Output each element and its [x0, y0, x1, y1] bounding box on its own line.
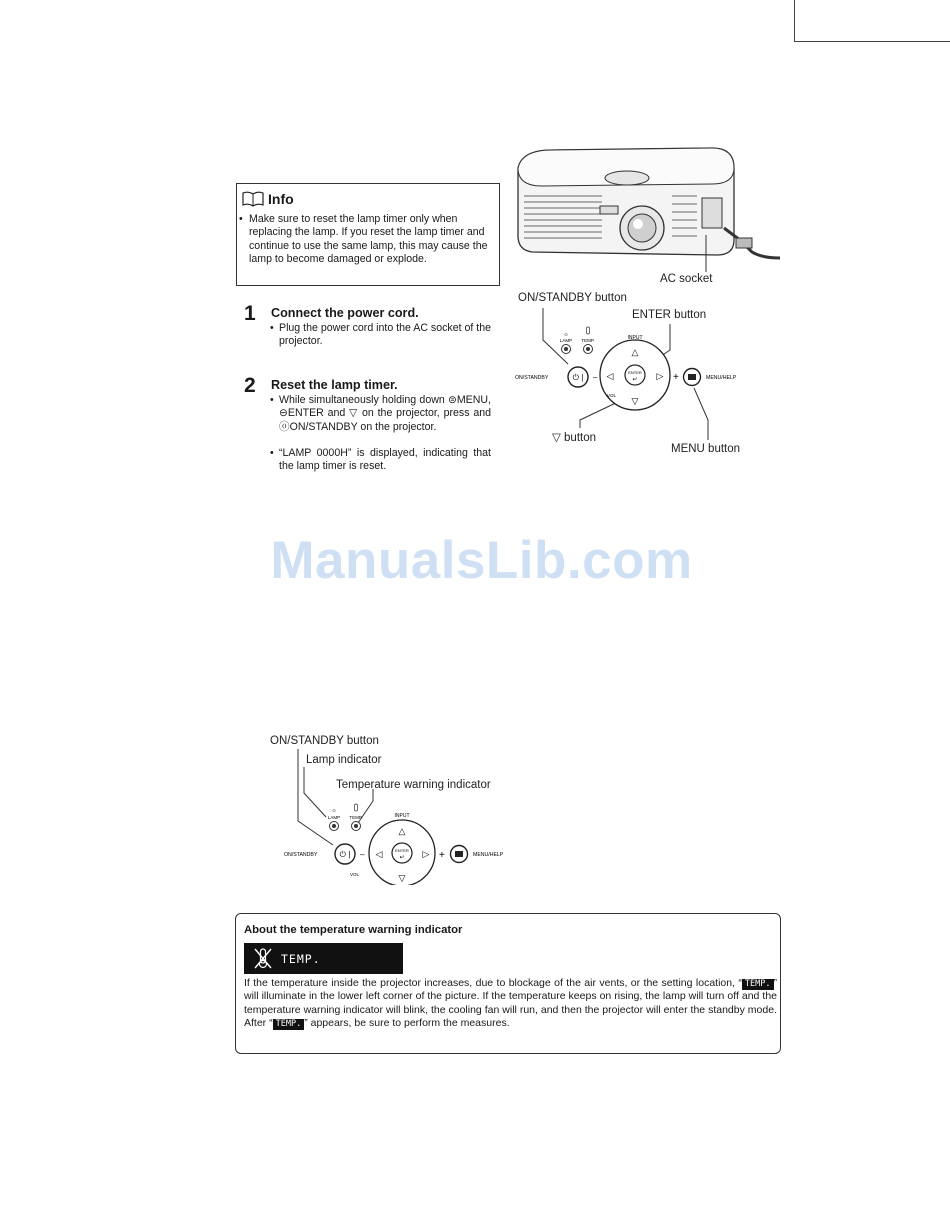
right-arrow-icon[interactable]: ▷ [656, 371, 664, 381]
menu-button[interactable] [451, 846, 468, 863]
menu-help-label: MENU/HELP [473, 852, 504, 858]
input-label: INPUT [627, 335, 643, 341]
temp-chip-2: TEMP. [273, 1019, 305, 1030]
temp-label: TEMP. [349, 815, 363, 820]
on-standby-label: ON/STANDBY [515, 375, 549, 381]
callout-on-standby-bottom: ON/STANDBY button [270, 735, 379, 747]
info-text [239, 213, 501, 266]
step-1-text [270, 322, 491, 349]
bullet-mark: • [270, 322, 274, 334]
temp-osd-bar [244, 943, 403, 974]
svg-text:☼: ☼ [563, 332, 569, 338]
menu-help-label: MENU/HELP [706, 375, 737, 381]
callout-lamp-indicator: Lamp indicator [306, 754, 382, 766]
info-body: Make sure to reset the lamp timer only when replacing the lamp. If you reset the lamp timer and continue to use the same lamp, this may cause the lamp to become damaged or explode. [249, 213, 488, 265]
enter-button[interactable] [392, 843, 412, 863]
info-header [242, 191, 294, 207]
step-2-bullet-1: While simultaneously holding down ⊜MENU, ⊖ENTER and ▽ on the projector, press and ⓞON/STANDBY on the projector. [279, 394, 491, 433]
input-label: INPUT [394, 813, 410, 819]
callout-ac-socket: AC socket [660, 273, 713, 285]
temp-chip-1: TEMP. [742, 979, 774, 990]
down-arrow-icon[interactable]: ▽ [631, 396, 639, 406]
temp-box-text [244, 977, 777, 1031]
step-2-bullet-2: “LAMP 0000H” is displayed, indicating that the lamp timer is reset. [279, 447, 491, 473]
step-1-bullet-1: Plug the power cord into the AC socket of the projector. [279, 322, 491, 348]
up-arrow-icon[interactable]: △ [631, 347, 639, 357]
temp-indicator [581, 327, 594, 354]
page-corner-box [794, 0, 950, 42]
svg-text:⏻ |: ⏻ | [339, 850, 351, 859]
lamp-label: LAMP [327, 815, 341, 820]
watermark: ManualsLib.com [270, 531, 693, 590]
book-icon [242, 191, 264, 207]
step-1-number: 1 [244, 302, 256, 325]
svg-text:–: – [360, 850, 365, 859]
temp-indicator [349, 804, 362, 831]
step-2-title: Reset the lamp timer. [271, 378, 398, 392]
info-title: Info [268, 191, 294, 207]
step-2-text-1 [270, 394, 491, 434]
thermometer-warning-icon [253, 947, 273, 970]
step-2-number: 2 [244, 374, 256, 397]
up-arrow-icon[interactable]: △ [398, 826, 406, 836]
info-box [236, 183, 500, 286]
right-arrow-icon[interactable]: ▷ [422, 849, 430, 859]
callout-menu: MENU button [671, 443, 741, 455]
svg-text:⏻ |: ⏻ | [572, 373, 584, 382]
menu-button[interactable] [684, 369, 701, 386]
temp-text-part-2: ” will illuminate in the lower left corner of the picture. If the temperature keeps on rising, the lamp will turn off and the temperature warning indicator will blink, the cooling fan will run, and then the projector will enter the standby mode. After “ [244, 977, 777, 1030]
left-arrow-icon[interactable]: ◁ [606, 371, 614, 381]
temp-bar-label: TEMP. [281, 952, 321, 966]
bullet-mark: • [270, 394, 274, 406]
svg-text:☼: ☼ [331, 808, 337, 814]
temp-text-part-1: If the temperature inside the projector increases, due to blockage of the air vents, or the setting location, “ [244, 977, 742, 989]
control-panel-diagram-top [510, 300, 770, 440]
step-2-text-2 [270, 447, 491, 474]
on-standby-button[interactable] [335, 844, 355, 864]
bullet-mark: • [239, 213, 243, 225]
temp-text-part-3: ” appears, be sure to perform the measures. [304, 1017, 510, 1030]
enter-label: ENTER [628, 370, 642, 375]
svg-text:+: + [673, 372, 679, 383]
callout-enter: ENTER button [632, 309, 707, 321]
lamp-indicator [560, 332, 572, 354]
lamp-indicator [328, 808, 340, 831]
callout-on-standby: ON/STANDBY button [518, 292, 627, 304]
svg-text:–: – [593, 373, 598, 382]
left-arrow-icon[interactable]: ◁ [375, 849, 383, 859]
svg-text:↵: ↵ [632, 377, 638, 383]
down-arrow-icon[interactable]: ▽ [398, 873, 406, 883]
temp-label: TEMP. [581, 338, 595, 343]
on-standby-label: ON/STANDBY [284, 852, 318, 858]
bullet-mark: • [270, 447, 274, 459]
on-standby-button[interactable] [568, 367, 588, 387]
step-1-title: Connect the power cord. [271, 306, 419, 320]
temp-box-title: About the temperature warning indicator [244, 924, 463, 936]
projector-illustration [512, 140, 784, 275]
lamp-label: LAMP [559, 338, 573, 343]
vol-label: VOL [607, 393, 617, 398]
enter-label: ENTER [395, 848, 409, 853]
vol-label: VOL [350, 872, 360, 877]
enter-button[interactable] [625, 365, 645, 385]
control-panel-diagram-bottom [278, 745, 528, 885]
callout-down-button: ▽ button [552, 432, 597, 444]
svg-text:+: + [439, 850, 445, 861]
callout-temp-indicator: Temperature warning indicator [336, 779, 491, 791]
svg-text:↵: ↵ [399, 855, 405, 861]
temperature-warning-box [235, 913, 781, 1054]
